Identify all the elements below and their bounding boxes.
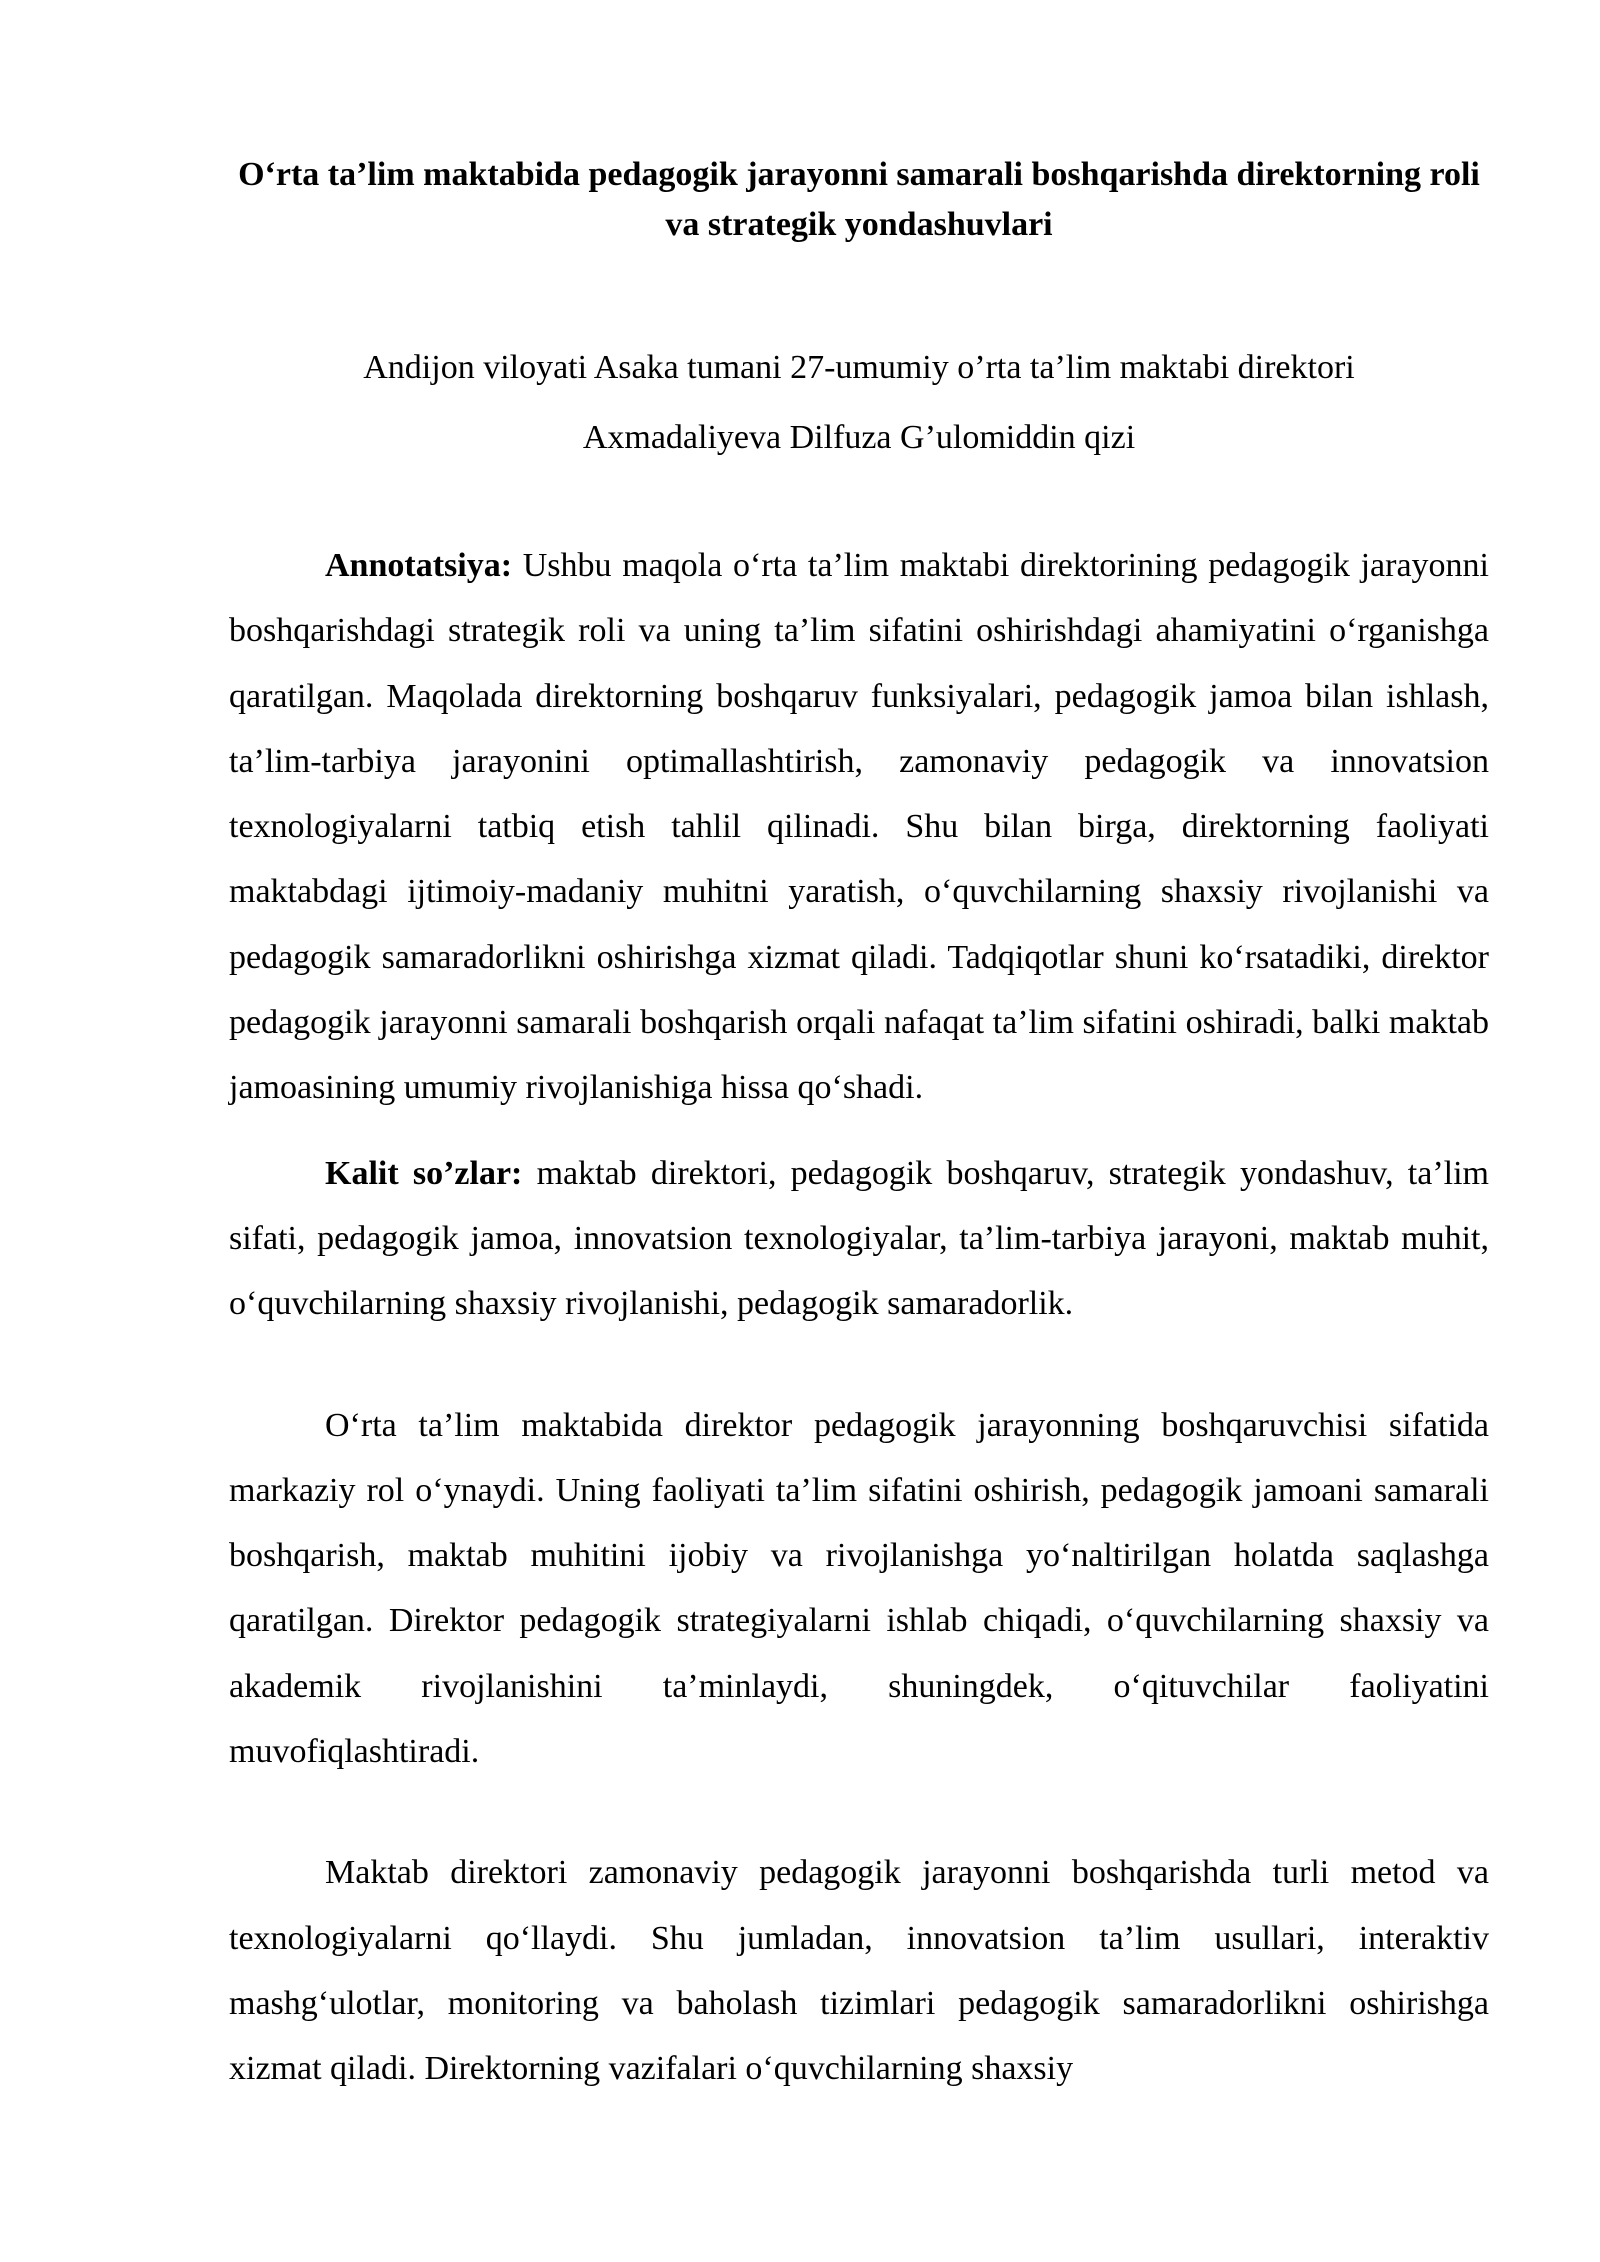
author-name: Axmadaliyeva Dilfuza G’ulomiddin qizi bbox=[582, 419, 1136, 456]
abstract-section bbox=[229, 533, 1489, 1337]
abstract-paragraph bbox=[229, 533, 1489, 1121]
abstract-text: Ushbu maqola o‘rta ta’lim maktabi direktorining pedagogik jarayonni boshqarishdagi strategik roli va uning ta’lim sifatini oshirishdagi ahamiyatini o‘rganishga qaratilgan. Maqolada direktorning boshqaruv funksiyalari, pedagogik jamoa bilan ishlash, ta’lim-tarbiya jarayonini optimallashtirish, zamonaviy pedagogik va innovatsion texnologiyalarni tatbiq etish tahlil qilinadi. Shu bilan birga, direktorning faoliyati maktabdagi ijtimoiy-madaniy muhitni yaratish, o‘quvchilarning shaxsiy rivojlanishi va pedagogik samaradorlikni oshirishga xizmat qiladi. Tadqiqotlar shuni ko‘rsatadiki, direktor pedagogik jarayonni samarali boshqarish orqali nafaqat ta’lim sifatini oshiradi, balki maktab jamoasining umumiy rivojlanishiga hissa qo‘shadi. bbox=[229, 547, 1489, 1107]
abstract-label: Annotatsiya: bbox=[325, 547, 513, 584]
author-affiliation: Andijon viloyati Asaka tumani 27-umumiy o’rta ta’lim maktabi direktori bbox=[363, 349, 1355, 386]
keywords-label: Kalit so’zlar: bbox=[325, 1154, 523, 1192]
author-block bbox=[229, 333, 1489, 473]
document-page bbox=[229, 150, 1489, 2102]
body-paragraph-1: O‘rta ta’lim maktabida direktor pedagogik jarayonning boshqaruvchisi sifatida markaziy rol o‘ynaydi. Uning faoliyati ta’lim sifatini oshirish, pedagogik jamoani samarali boshqarish, maktab muhitini ijobiy va rivojlanishga yo‘naltirilgan holatda saqlashga qaratilgan. Direktor pedagogik strategiyalarni ishlab chiqadi, o‘quvchilarning shaxsiy va akademik rivojlanishini ta’minlaydi, shuningdek, o‘qituvchilar faoliyatini muvofiqlashtiradi. bbox=[229, 1406, 1489, 1771]
keywords-paragraph bbox=[229, 1141, 1489, 1337]
body-paragraph-2: Maktab direktori zamonaviy pedagogik jarayonni boshqarishda turli metod va texnologiyalarni qo‘llaydi. Shu jumladan, innovatsion ta’lim usullari, interaktiv mashg‘ulotlar, monitoring va baholash tizimlari pedagogik samaradorlikni oshirishga xizmat qiladi. Direktorning vazifalari o‘quvchilarning shaxsiy bbox=[229, 1854, 1489, 2088]
paper-title: O‘rta ta’lim maktabida pedagogik jarayonni samarali boshqarishda direktorning roli va strategik yondashuvlari bbox=[238, 156, 1480, 243]
keywords-text: maktab direktori, pedagogik boshqaruv, strategik yondashuv, ta’lim sifati, pedagogik jamoa, innovatsion texnologiyalar, ta’lim-tarbiya jarayoni, maktab muhit, o‘quvchilarning shaxsiy rivojlanishi, pedagogik samaradorlik. bbox=[229, 1154, 1489, 1323]
